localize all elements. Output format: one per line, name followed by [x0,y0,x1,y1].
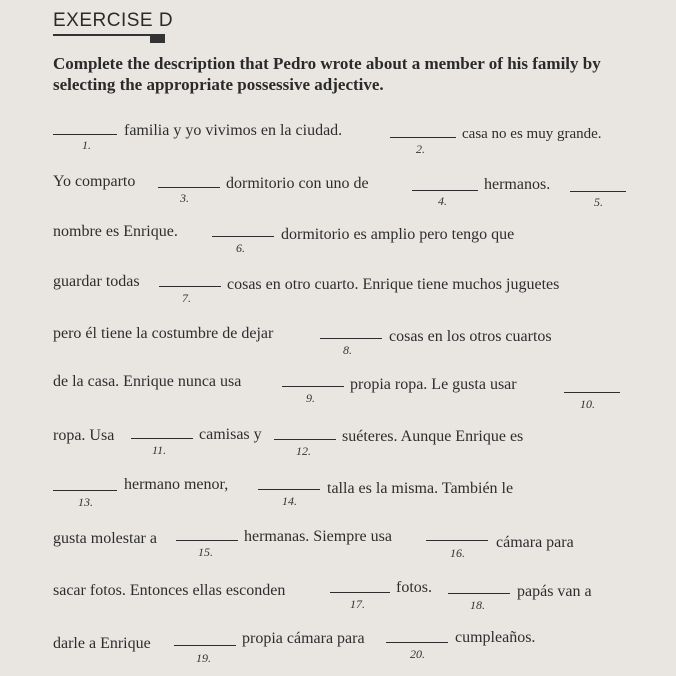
text-segment: nombre es Enrique. [53,223,178,240]
text-segment: dormitorio es amplio pero tengo que [281,226,515,243]
blank-number-3: 3. [180,191,189,205]
blank-number-6: 6. [236,241,245,255]
blank-number-5: 5. [594,195,603,209]
blank-number-4: 4. [438,194,447,208]
blank-number-15: 15. [198,545,213,559]
heading-underline [53,34,165,36]
blank-7[interactable] [159,286,221,287]
text-segment: cumpleaños. [455,629,536,646]
text-segment: guardar todas [53,273,140,290]
blank-number-11: 11. [152,443,167,457]
blank-number-13: 13. [78,495,93,509]
blank-5[interactable] [570,191,626,192]
blank-3[interactable] [158,187,220,188]
text-segment: gusta molestar a [53,530,157,547]
blank-number-20: 20. [410,647,425,661]
blank-number-14: 14. [282,494,297,508]
blank-number-16: 16. [450,546,465,560]
blank-number-8: 8. [343,343,352,357]
blank-16[interactable] [426,540,488,541]
text-segment: familia y yo vivimos en la ciudad. [124,122,343,139]
blank-11[interactable] [131,438,193,439]
blank-17[interactable] [330,592,390,593]
text-segment: darle a Enrique [53,635,151,652]
text-segment: ropa. Usa [53,427,115,444]
text-segment: talla es la misma. También le [327,480,514,497]
text-segment: cosas en los otros cuartos [389,328,552,345]
blank-number-18: 18. [470,598,485,612]
exercise-heading: EXERCISE D [53,10,174,31]
text-segment: cosas en otro cuarto. Enrique tiene muchos juguetes [227,276,560,293]
text-segment: propia cámara para [242,630,365,647]
text-segment: hermano menor, [124,476,229,493]
blank-number-19: 19. [196,651,211,665]
text-segment: cámara para [496,534,574,551]
blank-8[interactable] [320,338,382,339]
text-segment: camisas y [199,426,262,443]
blank-1[interactable] [53,134,117,135]
text-segment: Yo comparto [53,173,136,190]
blank-19[interactable] [174,645,236,646]
blank-number-2: 2. [416,142,425,156]
blank-10[interactable] [564,392,620,393]
text-segment: sacar fotos. Entonces ellas esconden [53,582,286,599]
text-segment: casa no es muy grande. [462,126,602,142]
text-segment: papás van a [517,583,592,600]
blank-2[interactable] [390,137,456,138]
text-segment: pero él tiene la costumbre de dejar [53,325,274,342]
blank-number-17: 17. [350,597,365,611]
blank-number-12: 12. [296,444,311,458]
blank-4[interactable] [412,190,478,191]
text-segment: de la casa. Enrique nunca usa [53,373,242,390]
blank-20[interactable] [386,642,448,643]
blank-18[interactable] [448,593,510,594]
text-segment: dormitorio con uno de [226,175,369,192]
heading-underline-mark [150,35,165,43]
blank-13[interactable] [53,490,117,491]
text-segment: suéteres. Aunque Enrique es [342,428,524,445]
text-segment: propia ropa. Le gusta usar [350,376,517,393]
blank-15[interactable] [176,540,238,541]
blank-9[interactable] [282,386,344,387]
blank-number-9: 9. [306,391,315,405]
text-segment: hermanos. [484,176,551,193]
text-segment: hermanas. Siempre usa [244,528,392,545]
instructions: Complete the description that Pedro wrote about a member of his family by selecting the appropriate possessive adjective. [53,54,601,94]
blank-number-1: 1. [82,138,91,152]
blank-number-7: 7. [182,291,191,305]
blank-14[interactable] [258,489,320,490]
blank-12[interactable] [274,439,336,440]
blank-number-10: 10. [580,397,595,411]
blank-6[interactable] [212,236,274,237]
text-segment: fotos. [396,579,432,596]
